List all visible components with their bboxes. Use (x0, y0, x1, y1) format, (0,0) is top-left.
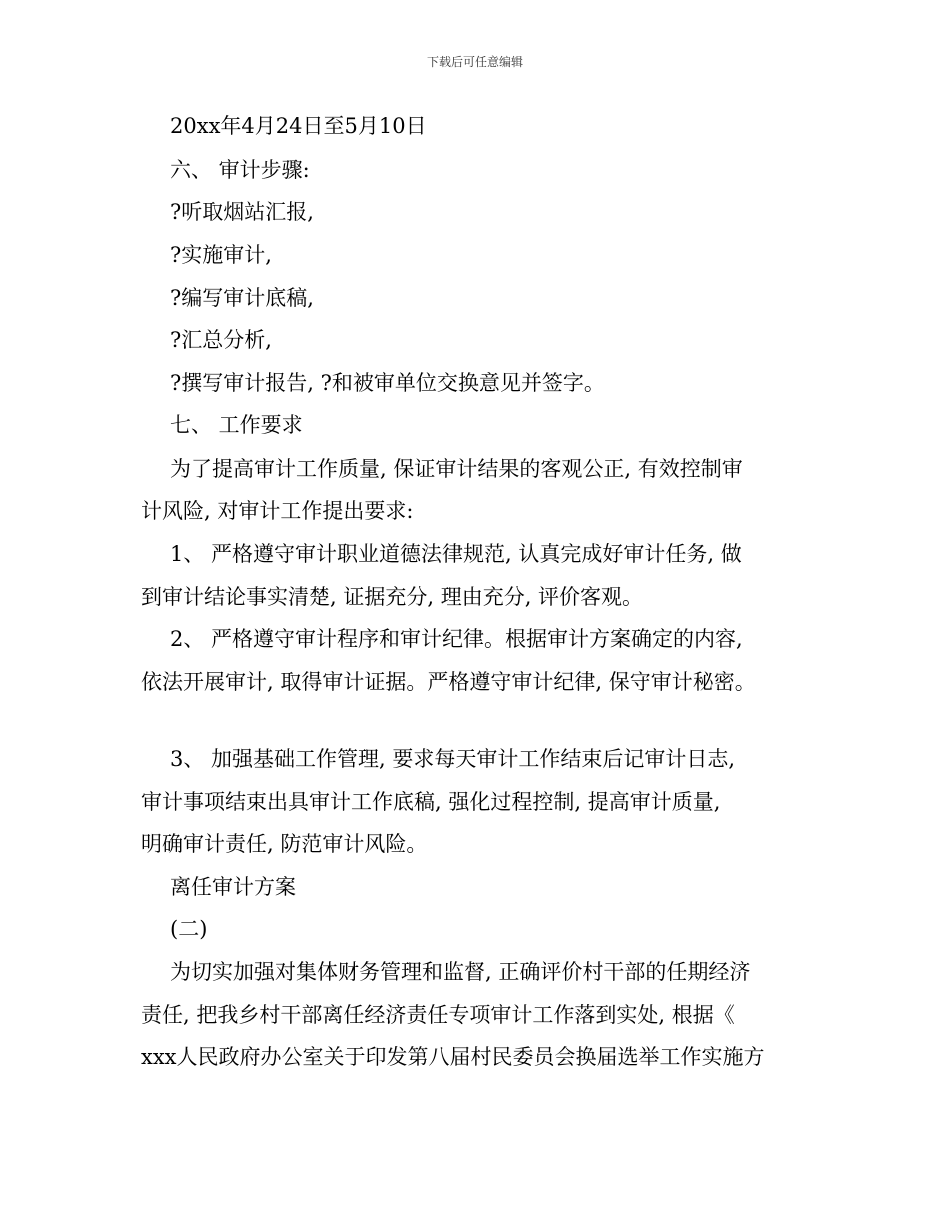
requirement-3-line: 审计事项结束出具审计工作底稿, 强化过程控制, 提高审计质量, (141, 790, 721, 814)
requirement-2-line: 依法开展审计, 取得审计证据。严格遵守审计纪律, 保守审计秘密。 (141, 670, 756, 694)
step-item-1: ?听取烟站汇报, (170, 200, 314, 224)
requirement-1-line: 1、 严格遵守审计职业道德法律规范, 认真完成好审计任务, 做 (170, 542, 742, 566)
step-item-4: ?汇总分析, (170, 328, 272, 352)
requirement-3-line: 3、 加强基础工作管理, 要求每天审计工作结束后记审计日志, (170, 747, 736, 771)
section-number: (二) (170, 917, 208, 941)
step-item-5: ?撰写审计报告, ?和被审单位交换意见并签字。 (170, 371, 605, 395)
requirement-2-line: 2、 严格遵守审计程序和审计纪律。根据审计方案确定的内容, (170, 627, 743, 651)
step-item-3: ?编写审计底稿, (170, 286, 314, 310)
requirement-1-line: 到审计结论事实清楚, 证据充分, 理由充分, 评价客观。 (141, 585, 644, 609)
section-title-departure-audit-plan: 离任审计方案 (170, 875, 296, 899)
requirement-3-line: 明确审计责任, 防范审计风险。 (141, 832, 428, 856)
paragraph-line: 为了提高审计工作质量, 保证审计结果的客观公正, 有效控制审 (170, 457, 743, 481)
step-item-2: ?实施审计, (170, 243, 272, 267)
paragraph-line: 计风险, 对审计工作提出要求: (141, 499, 414, 523)
paragraph-line: xxx人民政府办公室关于印发第八届村民委员会换届选举工作实施方 (141, 1045, 765, 1069)
date-range-line: 20xx年4月24日至5月10日 (170, 114, 427, 138)
section-heading-audit-steps: 六、 审计步骤: (170, 158, 310, 182)
paragraph-line: 责任, 把我乡村干部离任经济责任专项审计工作落到实处, 根据《 (141, 1003, 735, 1027)
page-header: 下载后可任意编辑 (426, 55, 523, 69)
paragraph-line: 为切实加强对集体财务管理和监督, 正确评价村干部的任期经济 (170, 960, 751, 984)
section-heading-work-requirements: 七、 工作要求 (170, 413, 303, 437)
